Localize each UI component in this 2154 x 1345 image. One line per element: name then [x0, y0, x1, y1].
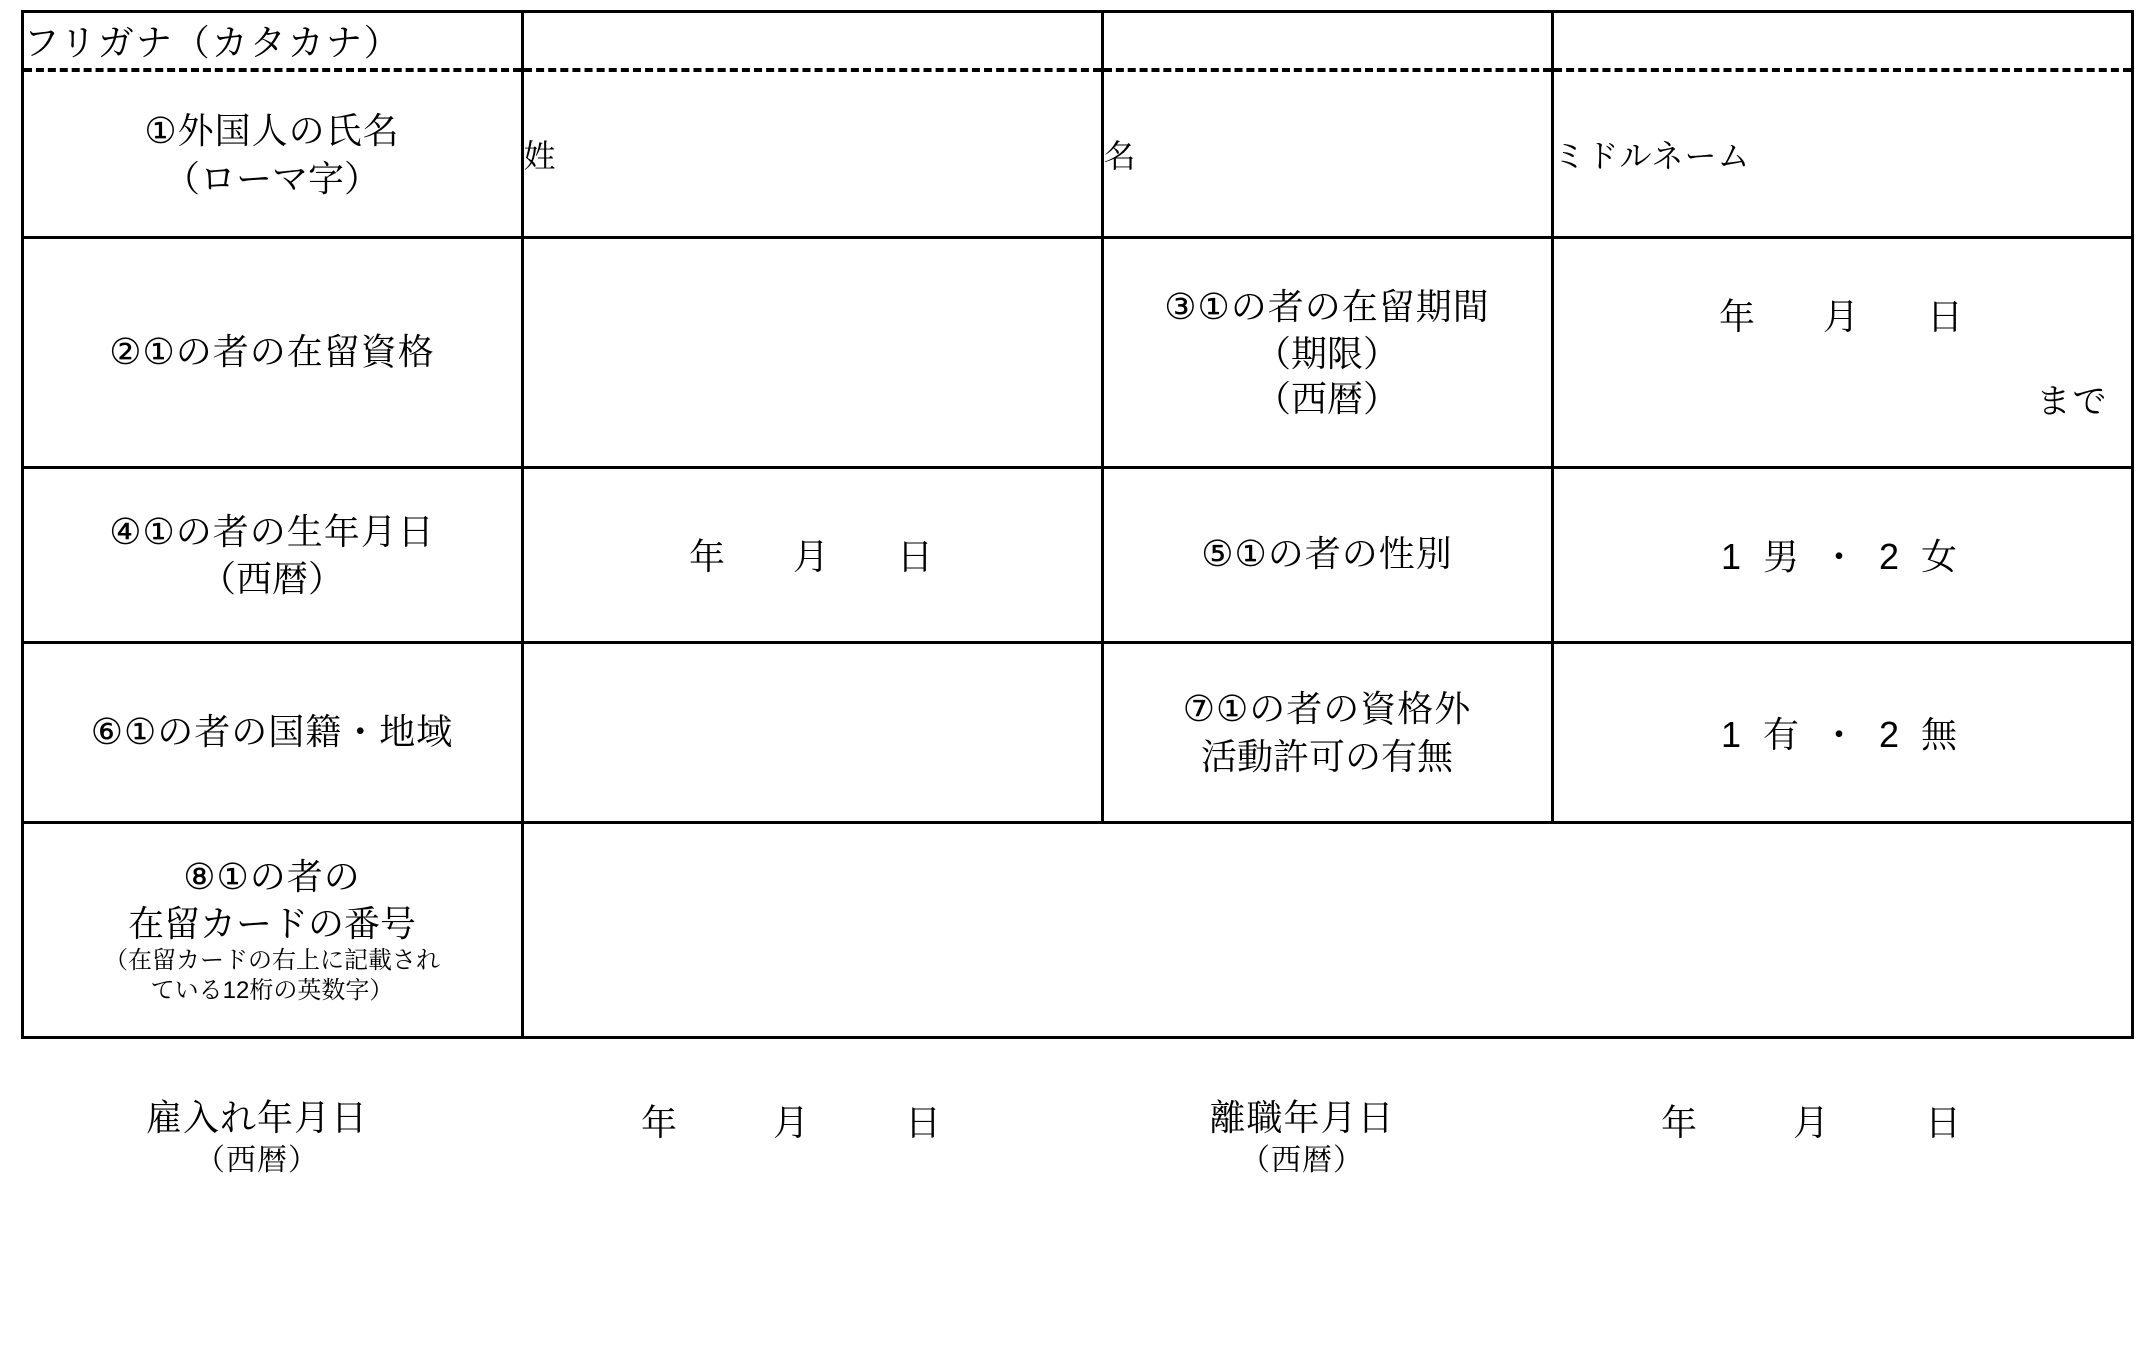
residence-period-label-line2: （期限） [1254, 333, 1399, 375]
residence-status-input[interactable] [522, 237, 1102, 467]
birthdate-label-line2: （西暦） [199, 558, 344, 600]
last-name-label: 姓 [523, 137, 557, 174]
leave-date-year: 年 [1660, 1101, 1699, 1143]
leave-date-label-sub: （西暦） [1240, 1144, 1364, 1178]
hire-date-label-main: 雇入れ年月日 [145, 1096, 368, 1138]
birthdate-input[interactable] [522, 467, 1102, 642]
residence-period-label [1102, 237, 1552, 467]
activity-permission-label [1102, 642, 1552, 822]
hire-date-month: 月 [772, 1101, 811, 1143]
hire-date-label [22, 1095, 492, 1181]
activity-permission-label-line2: 活動許可の有無 [1200, 735, 1453, 777]
leave-date-month: 月 [1792, 1101, 1831, 1143]
nationality-row [22, 642, 2132, 822]
nationality-label [22, 642, 522, 822]
leave-date-input[interactable] [1512, 1095, 2112, 1146]
name-label-cell [22, 72, 522, 237]
birthdate-year: 年 [688, 536, 727, 577]
leave-date-label [1092, 1095, 1512, 1181]
residence-period-ymd [1554, 281, 2131, 340]
furigana-row [22, 12, 2132, 73]
birthdate-row [22, 467, 2132, 642]
hire-date-label-sub: （西暦） [195, 1144, 319, 1178]
middle-name-label: ミドルネーム [1553, 137, 1751, 174]
first-name-input[interactable] [1102, 72, 1552, 237]
residence-period-input[interactable] [1552, 237, 2132, 467]
residence-period-month: 月 [1822, 296, 1861, 337]
gender-input[interactable] [1552, 467, 2132, 642]
activity-permission-input[interactable] [1552, 642, 2132, 822]
birthdate-month: 月 [792, 536, 831, 577]
residence-period-until: まで [2036, 383, 2109, 421]
activity-permission-choice[interactable]: 1 有 ・ 2 無 [1720, 713, 1964, 755]
residence-card-number-label-line1: ⑧①の者の [183, 855, 361, 897]
last-name-input[interactable] [522, 72, 1102, 237]
name-label-main: ①外国人の氏名 [144, 109, 400, 151]
activity-permission-label-line1: ⑦①の者の資格外 [1182, 688, 1472, 730]
birthdate-label-line1: ④①の者の生年月日 [109, 510, 435, 552]
furigana-middle-name-field[interactable] [1552, 12, 2132, 73]
birthdate-ymd [524, 529, 1101, 580]
first-name-label: 名 [1103, 137, 1137, 174]
hire-date-year: 年 [640, 1101, 679, 1143]
hire-date-day: 日 [905, 1101, 944, 1143]
leave-date-label-main: 離職年月日 [1209, 1096, 1395, 1138]
residence-period-day: 日 [1927, 296, 1966, 337]
nationality-label-text: ⑥①の者の国籍・地域 [90, 710, 454, 752]
residence-period-label-line1: ③①の者の在留期間 [1164, 285, 1490, 327]
furigana-last-name-field[interactable] [522, 12, 1102, 73]
residence-card-number-label-line2: 在留カードの番号 [127, 903, 416, 945]
residence-status-label [22, 237, 522, 467]
name-label-sub: （ローマ字） [163, 157, 380, 199]
middle-name-input[interactable] [1552, 72, 2132, 237]
residence-status-row [22, 237, 2132, 467]
residence-status-label-text: ②①の者の在留資格 [109, 330, 435, 372]
furigana-label-cell [22, 12, 522, 73]
residence-card-number-label [22, 822, 522, 1037]
residence-card-number-boxes[interactable] [522, 822, 2132, 1037]
hire-date-input[interactable] [492, 1095, 1092, 1146]
residence-period-label-line3: （西暦） [1254, 378, 1399, 420]
residence-period-year: 年 [1718, 296, 1757, 337]
name-row [22, 72, 2132, 237]
residence-card-number-note2: ている12桁の英数字） [150, 977, 394, 1005]
gender-label-text: ⑤①の者の性別 [1201, 533, 1453, 575]
gender-choice[interactable]: 1 男 ・ 2 女 [1720, 536, 1964, 577]
residence-card-number-note1: （在留カードの右上に記載され [104, 947, 440, 975]
employment-dates-row [22, 1095, 2132, 1181]
furigana-label: フリガナ（カタカナ） [23, 22, 402, 63]
gender-label [1102, 467, 1552, 642]
birthdate-day: 日 [897, 536, 936, 577]
residence-card-number-row [22, 822, 2132, 1037]
furigana-first-name-field[interactable] [1102, 12, 1552, 73]
foreign-worker-form-table [21, 10, 2134, 1039]
leave-date-day: 日 [1925, 1101, 1964, 1143]
nationality-input[interactable] [522, 642, 1102, 822]
birthdate-label [22, 467, 522, 642]
